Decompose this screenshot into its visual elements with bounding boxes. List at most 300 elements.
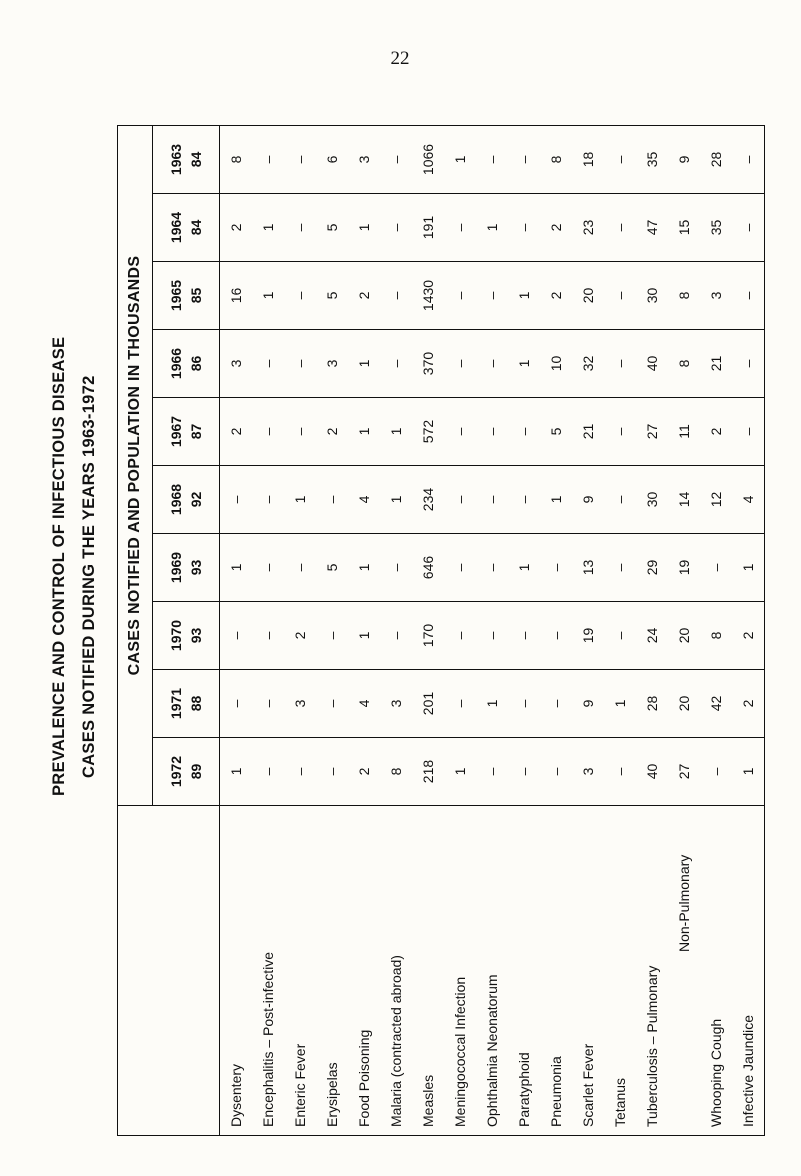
cell-value-text: – [612, 495, 628, 504]
cell-value-text: 4 [356, 495, 372, 504]
cell-value [316, 738, 348, 806]
cell-value [380, 670, 412, 738]
disease-name-text: Scarlet Fever [580, 1043, 596, 1127]
cell-value [604, 670, 636, 738]
year-label: 1967 [168, 415, 184, 448]
cell-value [572, 126, 604, 194]
cell-value-text: 1 [228, 767, 244, 776]
disease-name-text: Measles [420, 1074, 436, 1127]
cell-value [540, 194, 572, 262]
disease-name-text: Meningococcal Infection [452, 976, 468, 1127]
cell-value-text: – [260, 767, 276, 776]
table-row [540, 126, 572, 1136]
cell-value-text: – [452, 631, 468, 640]
year-header [153, 398, 220, 466]
table-row [604, 126, 636, 1136]
cell-value [412, 330, 444, 398]
disease-name-text: Tetanus [612, 1077, 628, 1127]
cell-value [476, 194, 508, 262]
cell-value [284, 670, 316, 738]
cell-value-text: 1 [260, 223, 276, 232]
cell-value-text: 1 [516, 359, 532, 368]
table-row [444, 126, 476, 1136]
cell-value-text: 2 [740, 631, 756, 640]
cell-value [636, 670, 700, 738]
rotated-page-content [0, 96, 801, 1176]
cell-value [540, 262, 572, 330]
cell-value-text: – [292, 767, 308, 776]
cell-value-text: 2 [740, 699, 756, 708]
cell-value-text-line2: 14 [676, 491, 692, 508]
cell-value-text: 2 [228, 427, 244, 436]
disease-name [540, 806, 572, 1136]
cell-value-text: – [612, 631, 628, 640]
population-label: 85 [188, 287, 204, 304]
cell-value-text: – [612, 291, 628, 300]
cell-value [284, 738, 316, 806]
cell-value-text-line2: 9 [676, 155, 692, 164]
cell-value [604, 262, 636, 330]
cell-value-text: 47 [644, 219, 660, 236]
cell-value-text: 5 [548, 427, 564, 436]
cell-value-text: 8 [228, 155, 244, 164]
cell-value-text: 3 [228, 359, 244, 368]
cell-value [252, 738, 284, 806]
cell-value [700, 262, 732, 330]
cell-value-text: – [260, 155, 276, 164]
cell-value [476, 534, 508, 602]
cell-value [412, 398, 444, 466]
cell-value-text: – [516, 631, 532, 640]
table-row [636, 126, 700, 1136]
cell-value [252, 262, 284, 330]
cell-value [540, 602, 572, 670]
cell-value-text: 170 [420, 623, 436, 648]
cell-value [604, 330, 636, 398]
cell-value-text: 35 [708, 219, 724, 236]
cell-value [316, 602, 348, 670]
cell-value [604, 194, 636, 262]
disease-name-text: Food Poisoning [356, 1029, 372, 1127]
disease-name [732, 806, 765, 1136]
cell-value-text: – [260, 495, 276, 504]
year-header [153, 466, 220, 534]
cell-value-text: 2 [228, 223, 244, 232]
cell-value-text: 12 [708, 491, 724, 508]
cell-value-text: – [452, 223, 468, 232]
cell-value [284, 398, 316, 466]
cell-value [444, 398, 476, 466]
disease-name [380, 806, 412, 1136]
year-header [153, 262, 220, 330]
cell-value [732, 194, 765, 262]
cell-value-text: 2 [292, 631, 308, 640]
disease-name [636, 806, 700, 1136]
cell-value [252, 194, 284, 262]
cell-value [220, 738, 253, 806]
group-header: CASES NOTIFIED AND POPULATION IN THOUSANDS [118, 126, 153, 806]
cell-value-text: 1 [388, 427, 404, 436]
cell-value [412, 262, 444, 330]
cell-value [380, 398, 412, 466]
cell-value [572, 534, 604, 602]
cell-value [348, 466, 380, 534]
year-label: 1964 [168, 211, 184, 244]
cell-value-text-line2: 27 [676, 763, 692, 780]
disease-name [348, 806, 380, 1136]
disease-name-text: Paratyphoid [516, 1052, 532, 1127]
cell-value [572, 194, 604, 262]
cell-value-text: 8 [548, 155, 564, 164]
cell-value [508, 194, 540, 262]
cell-value-text: 4 [356, 699, 372, 708]
population-label: 93 [188, 627, 204, 644]
cell-value-text: – [740, 359, 756, 368]
table-row [348, 126, 380, 1136]
cell-value [476, 126, 508, 194]
cell-value [316, 330, 348, 398]
year-header [153, 602, 220, 670]
cell-value [412, 738, 444, 806]
cell-value-text: 28 [708, 151, 724, 168]
cell-value [284, 126, 316, 194]
cell-value [732, 738, 765, 806]
disease-name-text: Erysipelas [324, 1062, 340, 1127]
cell-value [380, 534, 412, 602]
cell-value-text: 1 [356, 223, 372, 232]
population-label: 87 [188, 423, 204, 440]
cell-value [380, 738, 412, 806]
cell-value-text: 19 [580, 627, 596, 644]
table-row [476, 126, 508, 1136]
cell-value [412, 194, 444, 262]
cell-value-text: – [708, 563, 724, 572]
cell-value-text: 191 [420, 215, 436, 240]
cell-value [700, 126, 732, 194]
cell-value [252, 670, 284, 738]
cell-value-text: 3 [708, 291, 724, 300]
disease-name-text: Ophthalmia Neonatorum [484, 974, 500, 1127]
cell-value-text: 8 [708, 631, 724, 640]
cell-value [316, 534, 348, 602]
cell-value [604, 738, 636, 806]
cell-value-text: 1 [484, 699, 500, 708]
cell-value [412, 466, 444, 534]
cell-value-text: 1 [516, 563, 532, 572]
cell-value-text: – [324, 495, 340, 504]
cell-value [540, 466, 572, 534]
disease-name-text: Pneumonia [548, 1056, 564, 1127]
cell-value-text: 5 [324, 563, 340, 572]
cell-value-text-line2: 19 [676, 559, 692, 576]
year-header [153, 534, 220, 602]
cell-value [540, 330, 572, 398]
cell-value [316, 262, 348, 330]
cell-value [732, 670, 765, 738]
cell-value-text: 30 [644, 287, 660, 304]
cell-value [316, 466, 348, 534]
cell-value-text: – [452, 495, 468, 504]
disease-name [412, 806, 444, 1136]
cell-value [252, 398, 284, 466]
cell-value-text: 2 [324, 427, 340, 436]
cell-value-text: – [388, 223, 404, 232]
cell-value-text: – [548, 631, 564, 640]
cell-value-text: – [740, 155, 756, 164]
population-label: 86 [188, 355, 204, 372]
cell-value [412, 534, 444, 602]
cell-value-text: 1 [356, 427, 372, 436]
cell-value-text: – [484, 631, 500, 640]
cell-value [348, 398, 380, 466]
cell-value-text: 32 [580, 355, 596, 372]
cell-value [636, 738, 700, 806]
cell-value [700, 194, 732, 262]
cell-value [508, 466, 540, 534]
cell-value [220, 194, 253, 262]
cell-value-text: 3 [388, 699, 404, 708]
cell-value-text: – [452, 359, 468, 368]
cell-value-text: 1 [356, 631, 372, 640]
cell-value-text: – [260, 631, 276, 640]
cell-value [604, 602, 636, 670]
disease-name-text: Encephalitis – Post-infective [260, 951, 276, 1127]
cell-value [380, 602, 412, 670]
cell-value [348, 194, 380, 262]
cell-value [348, 262, 380, 330]
cell-value [284, 330, 316, 398]
cell-value [700, 534, 732, 602]
cell-value-text: 370 [420, 351, 436, 376]
population-label: 84 [188, 151, 204, 168]
cell-value [476, 738, 508, 806]
cell-value [732, 534, 765, 602]
disease-name-text: Malaria (contracted abroad) [388, 955, 404, 1127]
year-label: 1971 [168, 687, 184, 720]
cell-value-text: 1 [740, 767, 756, 776]
cell-value-text: 9 [580, 495, 596, 504]
cell-value-text: 1 [356, 563, 372, 572]
cell-value [220, 330, 253, 398]
cell-value [636, 398, 700, 466]
year-label: 1969 [168, 551, 184, 584]
cell-value-text: 1066 [420, 143, 436, 176]
cell-value-text: – [548, 563, 564, 572]
disease-name [220, 806, 253, 1136]
cell-value-text: 18 [580, 151, 596, 168]
disease-name-text: Enteric Fever [292, 1043, 308, 1127]
cell-value-text: – [548, 699, 564, 708]
year-header [153, 126, 220, 194]
cell-value-text: – [452, 563, 468, 572]
cell-value [732, 466, 765, 534]
cell-value [604, 126, 636, 194]
cell-value-text: – [516, 699, 532, 708]
cell-value [508, 262, 540, 330]
cell-value [444, 738, 476, 806]
cell-value-text: – [388, 631, 404, 640]
cell-value [380, 126, 412, 194]
cell-value [220, 398, 253, 466]
table-row [284, 126, 316, 1136]
cell-value [572, 602, 604, 670]
cell-value-text: – [452, 427, 468, 436]
cell-value [700, 466, 732, 534]
cell-value [476, 398, 508, 466]
cell-value [284, 534, 316, 602]
cell-value [380, 194, 412, 262]
year-label: 1968 [168, 483, 184, 516]
cell-value-text-line2: 8 [676, 359, 692, 368]
cell-value-text: – [324, 767, 340, 776]
cell-value [316, 670, 348, 738]
cell-value [732, 126, 765, 194]
cell-value [636, 126, 700, 194]
cell-value [508, 602, 540, 670]
cell-value-text: – [516, 427, 532, 436]
cell-value [476, 670, 508, 738]
cell-value-text: 24 [644, 627, 660, 644]
cell-value [284, 466, 316, 534]
cell-value-text: 13 [580, 559, 596, 576]
page-subtitle: CASES NOTIFIED DURING THE YEARS 1963-1972 [80, 375, 98, 778]
cell-value [380, 466, 412, 534]
cell-value-text: – [612, 155, 628, 164]
cell-value-text: – [516, 767, 532, 776]
cell-value [252, 330, 284, 398]
disease-table [117, 125, 765, 1136]
cell-value [540, 738, 572, 806]
cell-value [700, 398, 732, 466]
cell-value-text: 40 [644, 355, 660, 372]
cell-value [220, 126, 253, 194]
cell-value [284, 194, 316, 262]
year-header [153, 330, 220, 398]
cell-value [636, 194, 700, 262]
table-row [252, 126, 284, 1136]
cell-value [540, 126, 572, 194]
cell-value-text: – [708, 767, 724, 776]
cell-value [508, 534, 540, 602]
disease-name [444, 806, 476, 1136]
cell-value-text: – [260, 359, 276, 368]
cell-value-text: – [548, 767, 564, 776]
cell-value-text: 2 [708, 427, 724, 436]
cell-value-text: – [292, 291, 308, 300]
year-label: 1970 [168, 619, 184, 652]
cell-value-text: – [612, 563, 628, 572]
cell-value-text: 9 [580, 699, 596, 708]
cell-value-text: 1 [292, 495, 308, 504]
cell-value [412, 602, 444, 670]
disease-name [572, 806, 604, 1136]
cell-value [252, 126, 284, 194]
cell-value-text: 2 [356, 767, 372, 776]
cell-value [252, 602, 284, 670]
cell-value-text: 3 [292, 699, 308, 708]
cell-value [732, 398, 765, 466]
cell-value-text: – [324, 631, 340, 640]
cell-value-text: 4 [740, 495, 756, 504]
cell-value [508, 670, 540, 738]
table-row [316, 126, 348, 1136]
page-title: PREVALENCE AND CONTROL OF INFECTIOUS DISEASE [50, 336, 68, 796]
cell-value-text: 1 [228, 563, 244, 572]
cell-value [476, 466, 508, 534]
cell-value [444, 602, 476, 670]
disease-name-text: Whooping Cough [708, 1018, 724, 1127]
table-row [572, 126, 604, 1136]
cell-value [604, 534, 636, 602]
cell-value-text: 27 [644, 423, 660, 440]
cell-value [316, 126, 348, 194]
cell-value-text: – [228, 631, 244, 640]
cell-value-text: – [516, 155, 532, 164]
cell-value-text: 1 [548, 495, 564, 504]
cell-value [636, 262, 700, 330]
cell-value [252, 534, 284, 602]
cell-value [284, 602, 316, 670]
cell-value-text: 1 [452, 155, 468, 164]
cell-value-text: 42 [708, 695, 724, 712]
cell-value-text: 1 [356, 359, 372, 368]
cell-value-text: 234 [420, 487, 436, 512]
cell-value-text: – [228, 495, 244, 504]
cell-value-text: 3 [580, 767, 596, 776]
table-row [700, 126, 732, 1136]
cell-value [636, 466, 700, 534]
cell-value-text: 1 [612, 699, 628, 708]
cell-value [220, 602, 253, 670]
cell-value-text: – [388, 155, 404, 164]
cell-value-text: – [388, 291, 404, 300]
cell-value [540, 534, 572, 602]
disease-name [508, 806, 540, 1136]
cell-value [316, 398, 348, 466]
cell-value [220, 670, 253, 738]
cell-value-text: 8 [388, 767, 404, 776]
cell-value-text: 21 [580, 423, 596, 440]
cell-value [572, 466, 604, 534]
table-row [508, 126, 540, 1136]
cell-value [476, 602, 508, 670]
cell-value-text: 21 [708, 355, 724, 372]
disease-name-text: Infective Jaundice [740, 1014, 756, 1127]
year-label: 1972 [168, 755, 184, 788]
cell-value [700, 670, 732, 738]
cell-value-text: 1 [388, 495, 404, 504]
table-row [732, 126, 765, 1136]
cell-value-text: – [228, 699, 244, 708]
cell-value-text: 30 [644, 491, 660, 508]
cell-value-text: – [484, 495, 500, 504]
cell-value [220, 262, 253, 330]
cell-value [636, 330, 700, 398]
cell-value [572, 262, 604, 330]
cell-value-text: 2 [356, 291, 372, 300]
cell-value-text: – [292, 427, 308, 436]
cell-value-text: – [740, 291, 756, 300]
disease-name-text: Tuberculosis – Pulmonary [644, 965, 660, 1127]
cell-value [348, 330, 380, 398]
cell-value-text: – [260, 427, 276, 436]
cell-value [444, 534, 476, 602]
cell-value [348, 670, 380, 738]
cell-value-text: – [612, 427, 628, 436]
cell-value [572, 330, 604, 398]
disease-name [604, 806, 636, 1136]
cell-value-text: 16 [228, 287, 244, 304]
